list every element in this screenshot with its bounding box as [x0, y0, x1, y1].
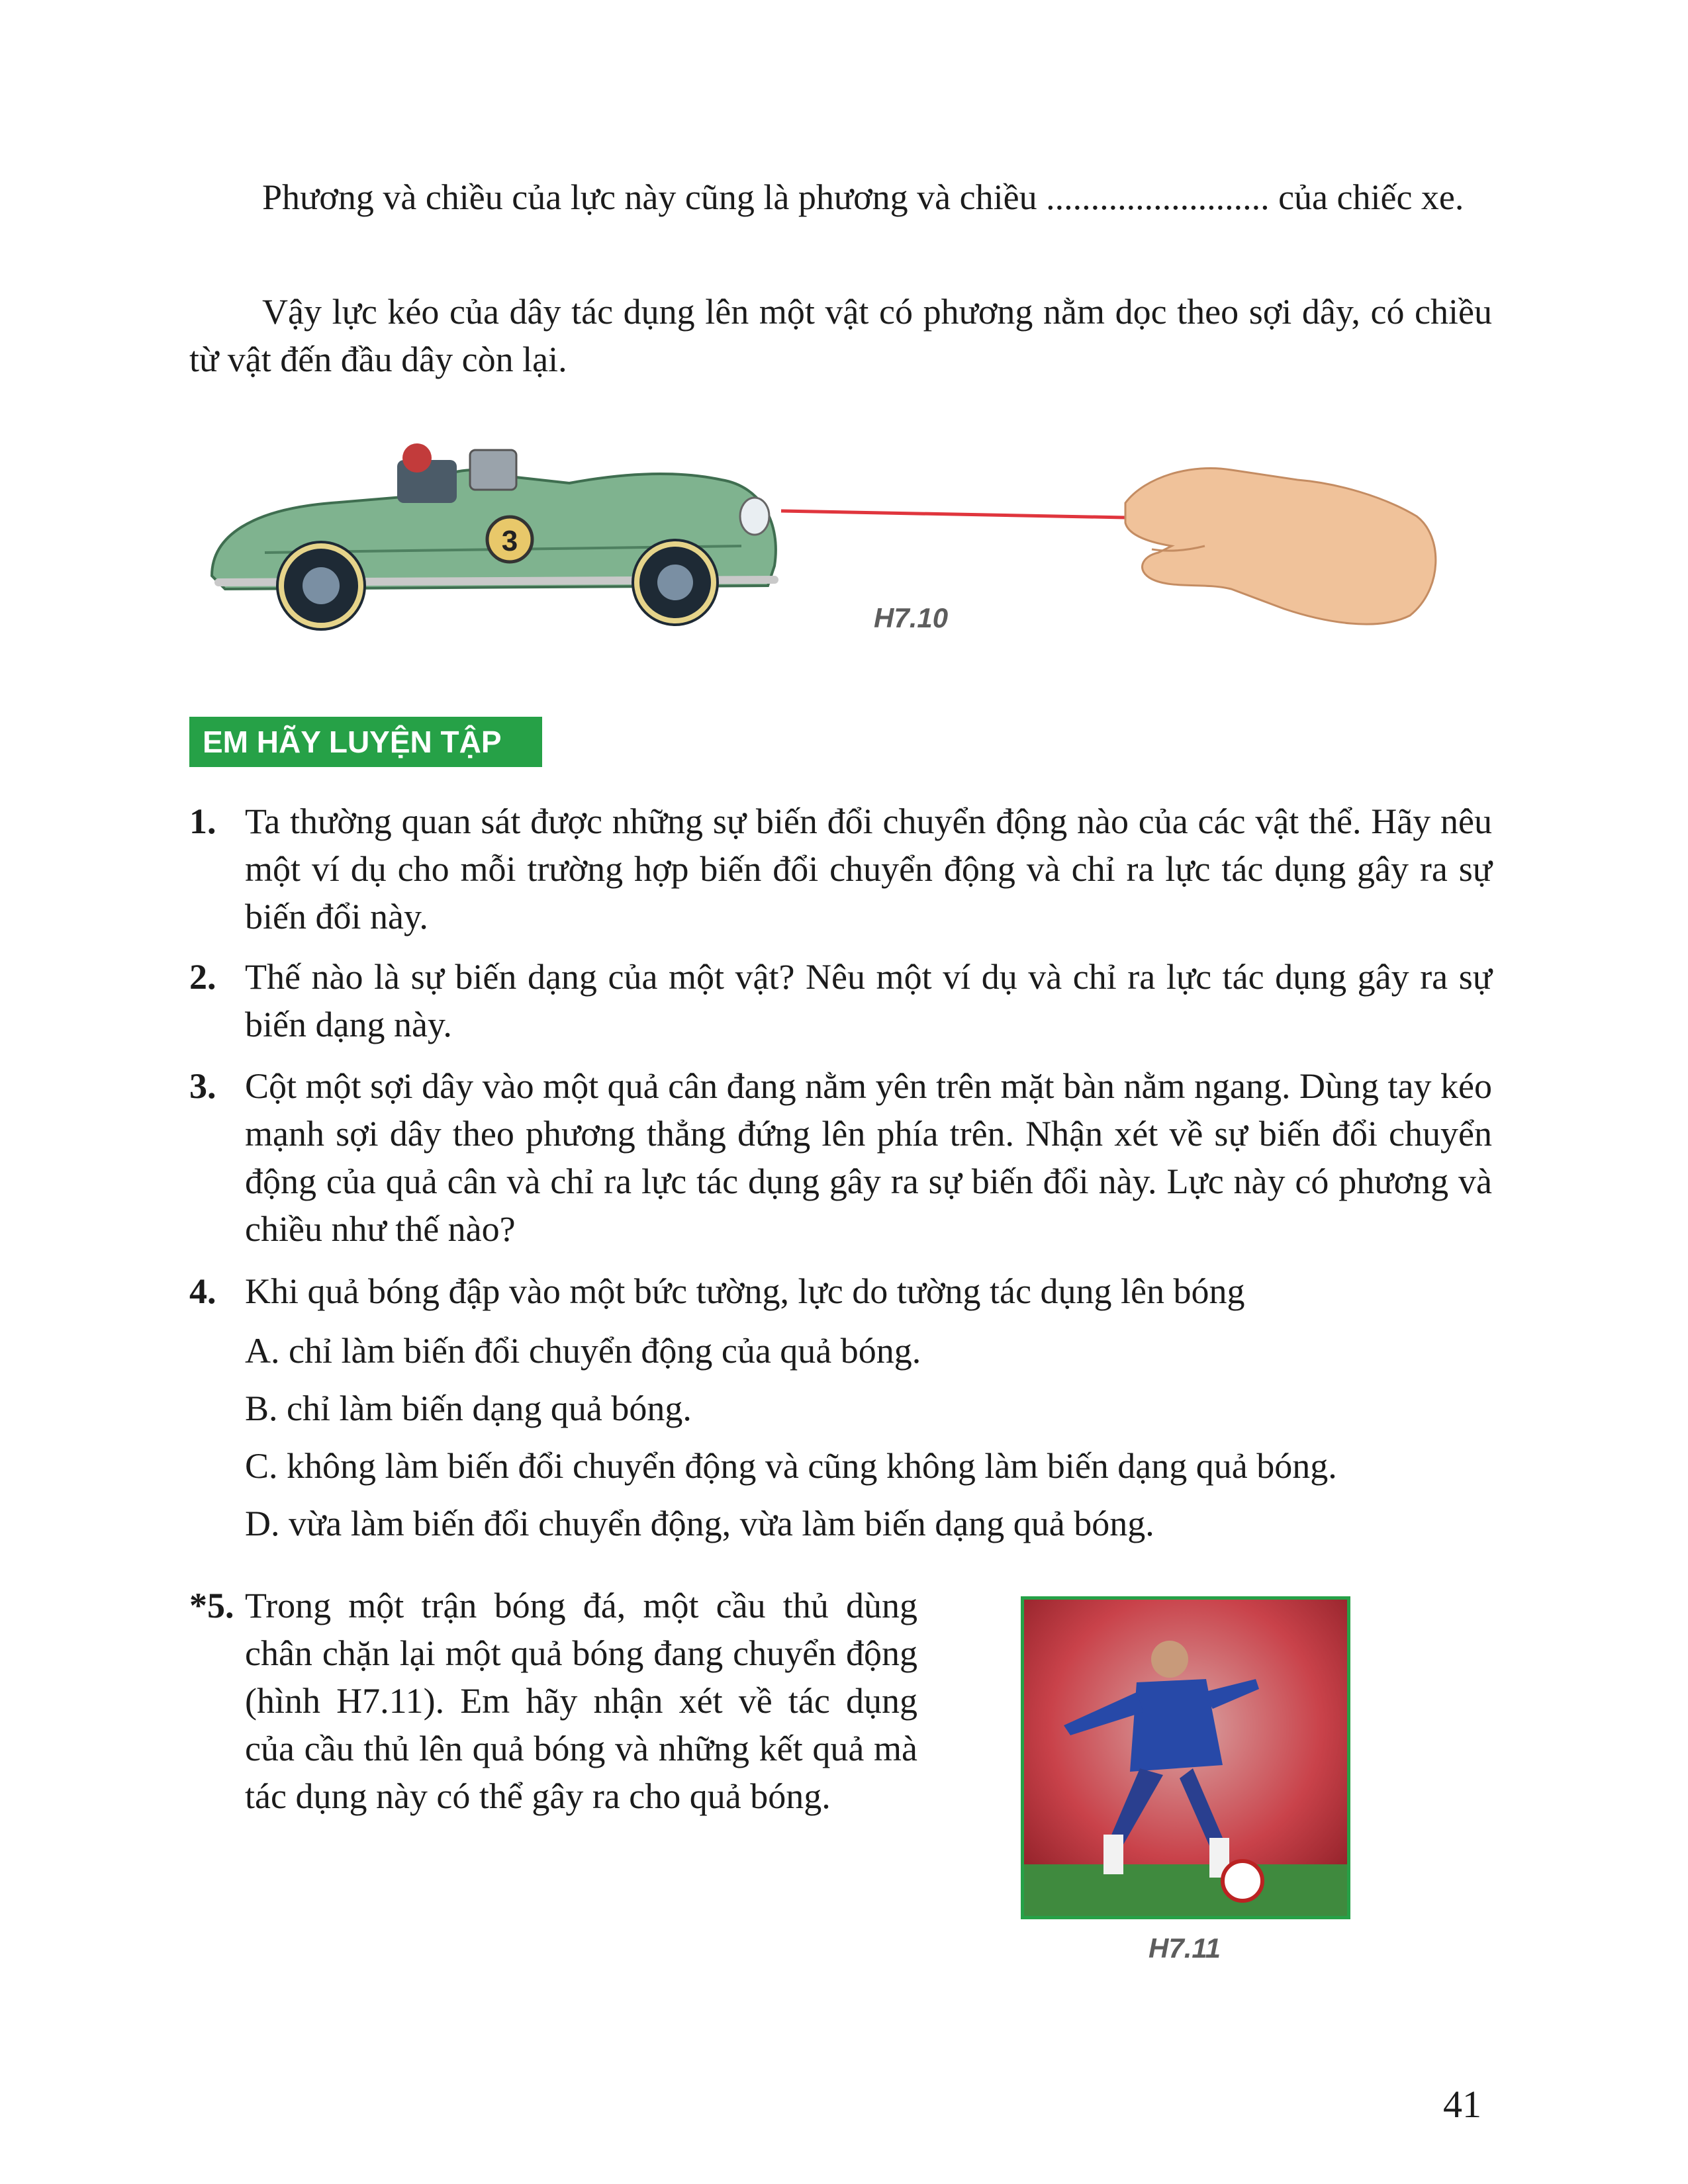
- toy-car-icon: [212, 443, 776, 631]
- section-header-practice: EM HÃY LUYỆN TẬP: [189, 717, 542, 767]
- option-d: D. vừa làm biến đổi chuyển động, vừa làm biến dạng quả bóng.: [245, 1504, 1154, 1543]
- figure-caption-h7-10: H7.10: [874, 602, 949, 633]
- paragraph-rope-tension: Vậy lực kéo của dây tác dụng lên một vật có phương nằm dọc theo sợi dây, có chiều từ vật đến đầu dây còn lại.: [189, 292, 1492, 379]
- question-number: 2.: [189, 957, 216, 997]
- figure-caption-h7-11: H7.11: [1149, 1933, 1221, 1964]
- question-text: Trong một trận bóng đá, một cầu thủ dùng chân chặn lại một quả bóng đang chuyển động (hình H7.11). Em hãy nhận xét về tác dụng của cầu thủ lên quả bóng và những kết quả mà tác dụng này có thể gây ra cho quả bóng.: [245, 1586, 917, 1816]
- car-number: 3: [501, 525, 518, 557]
- question-5: [189, 1582, 917, 1820]
- question-number: 4.: [189, 1271, 216, 1311]
- question-number: 3.: [189, 1066, 216, 1106]
- question-text: Ta thường quan sát được những sự biến đổi chuyển động nào của các vật thể. Hãy nêu một ví dụ cho mỗi trường hợp biến đổi chuyển động và chỉ ra lực tác dụng gây ra sự biến đổi này.: [245, 801, 1492, 936]
- hand-icon: [1125, 468, 1436, 624]
- question-number: 1.: [189, 801, 216, 841]
- question-1: [189, 797, 1492, 940]
- football-player-photo: [1021, 1596, 1350, 1919]
- question-text: Khi quả bóng đập vào một bức tường, lực do tường tác dụng lên bóng: [245, 1271, 1245, 1311]
- question-2: [189, 953, 1492, 1048]
- red-string: [781, 511, 1125, 518]
- question-4: [189, 1267, 1492, 1315]
- option-b: B. chỉ làm biến dạng quả bóng.: [245, 1388, 692, 1428]
- option-c: C. không làm biến đổi chuyển động và cũng không làm biến dạng quả bóng.: [245, 1446, 1337, 1486]
- paragraph-force-direction: Phương và chiều của lực này cũng là phương và chiều ......................... của chiếc xe.: [262, 177, 1464, 217]
- page-number: 41: [1443, 2083, 1481, 2126]
- toy-car-figure: [199, 424, 1489, 642]
- football-player-icon: [1024, 1600, 1347, 1916]
- question-number: *5.: [189, 1586, 234, 1625]
- question-3: [189, 1062, 1492, 1253]
- question-text: Cột một sợi dây vào một quả cân đang nằm yên trên mặt bàn nằm ngang. Dùng tay kéo mạnh sợi dây theo phương thẳng đứng lên phía trên. Nhận xét về sự biến đổi chuyển động của quả cân và chỉ ra lực tác dụng gây ra sự biến đổi này. Lực này có phương và chiều như thế nào?: [245, 1066, 1492, 1249]
- option-a: A. chỉ làm biến đổi chuyển động của quả bóng.: [245, 1331, 921, 1371]
- question-text: Thế nào là sự biến dạng của một vật? Nêu một ví dụ và chỉ ra lực tác dụng gây ra sự biến dạng này.: [245, 957, 1492, 1044]
